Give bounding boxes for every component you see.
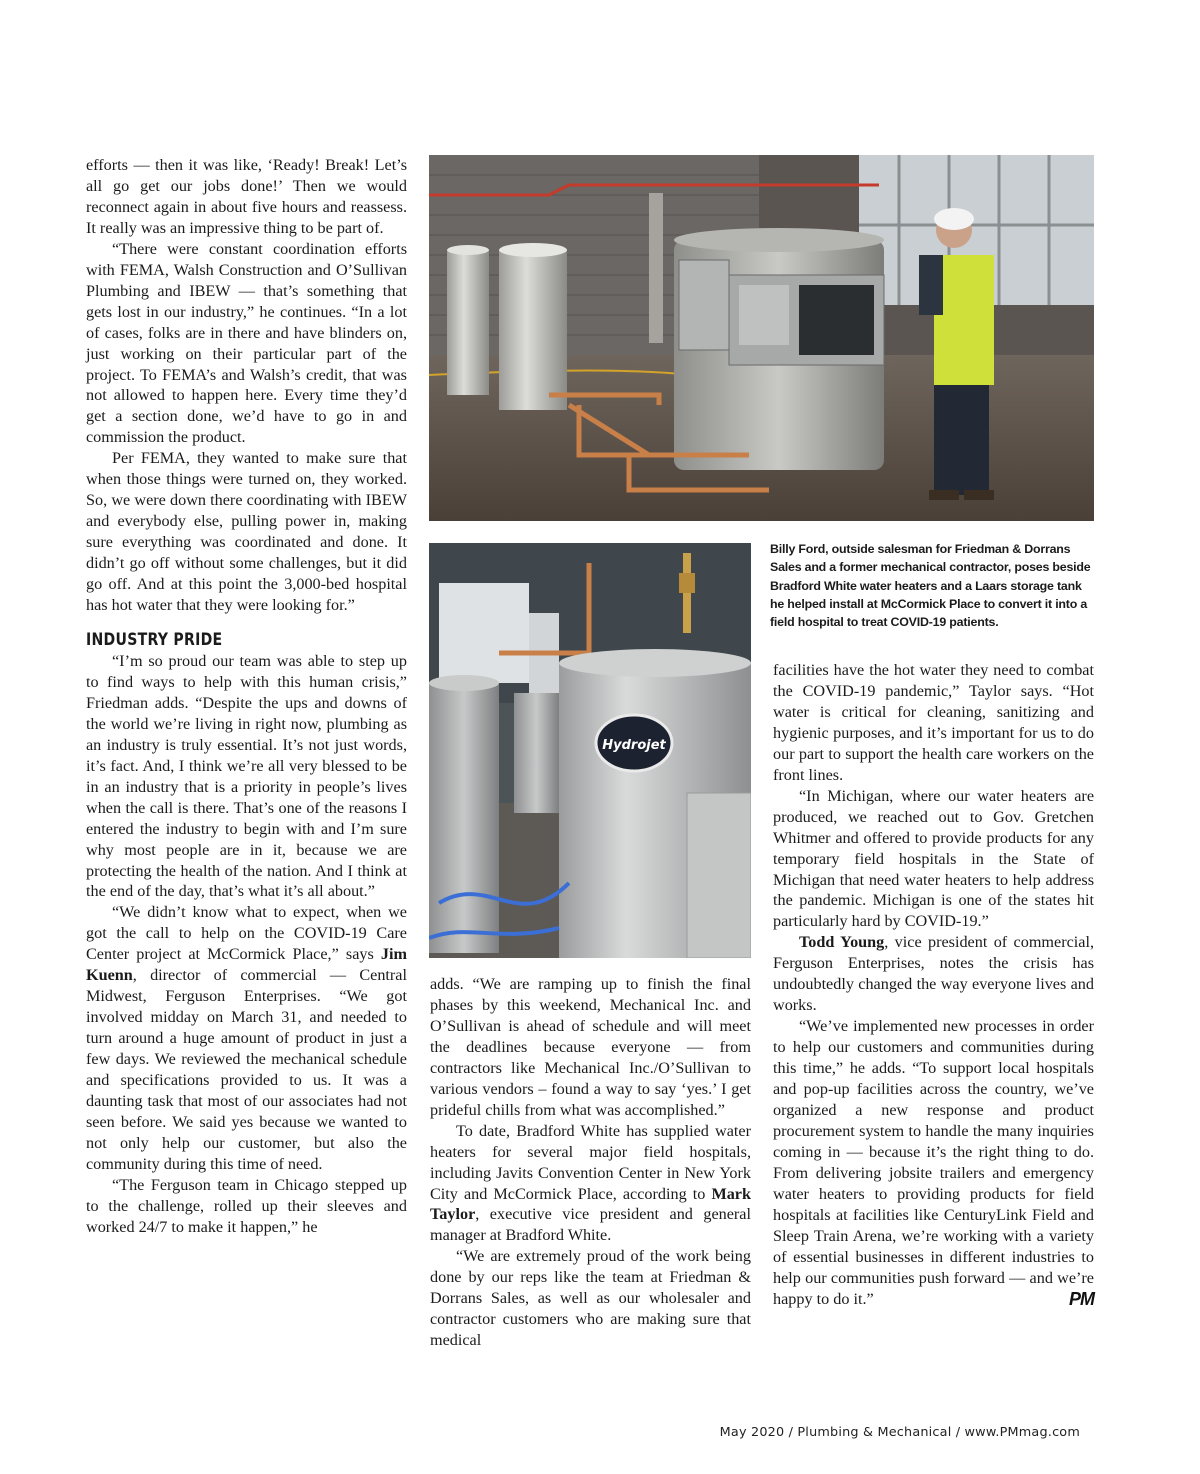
person-name: Todd Young — [799, 933, 885, 952]
paragraph: “We are extremely proud of the work being done by our reps like the team at Friedman & Dorrans Sales, as well as our wholesaler and contractor customers who are making sure that medical — [430, 1247, 751, 1350]
paragraph: “There were constant coordination efforts with FEMA, Walsh Construction and O’Sullivan Plumbing and IBEW — that’s something that gets lost in our industry,” he continues. “In a lot of cases, folks are in there and have blinders on, just working on their particular part of the project. To FEMA’s and Walsh’s credit, that was not allowed to happen here. Every time they’d get a section done, we’d have to go in and commission the product. — [86, 239, 407, 447]
paragraph — [86, 902, 407, 1174]
photo-caption: Billy Ford, outside salesman for Friedman & Dorrans Sales and a former mechanical contractor, poses beside Bradford White water heaters and a Laars storage tank he helped install at McCormick Place to convert it into a field hospital to treat COVID-19 patients. — [770, 542, 1091, 630]
photo-water-heaters-installation — [429, 155, 1094, 521]
paragraph: “I’m so proud our team was able to step up to find ways to help with this human crisis,” Friedman adds. “Despite the ups and downs of the world we’re living in right now, plumbing as an industry is truly essential. It’s not just words, it’s fact. And, I think we’re all very blessed to be in an industry that is a priority in people’s lives when the call is there. That’s one of the reasons I entered the industry to begin with and I’m sure why most people are in it, because we are protecting the health of the nation. And I think at the end of the day, that’s what it’s all about.” — [86, 651, 407, 901]
paragraph-text: “We’ve implemented new processes in order to help our customers and communities during this time,” he adds. “To support local hospitals and pop-up facilities across the country, we’ve organized a new response and product procurement system to handle the many inquiries coming in — because it’s the right thing to do. From delivering jobsite trailers and emergency water heaters to providing products for field hospitals at facilities like CenturyLink Field and Sleep Train Arena, we’re working with a variety of essential businesses in different industries to help our communities push forward — and we’re happy to do it.” — [773, 1017, 1094, 1308]
paragraph: Per FEMA, they wanted to make sure that when those things were turned on, they worked. So, we were down there coordinating with IBEW and everybody else, pulling power in, making sure everything was coordinated and done. It didn’t go off without some challenges, but it did go off. And at this point the 3,000-bed hospital has hot water that they were looking for.” — [86, 449, 407, 615]
paragraph — [773, 932, 1094, 1016]
section-subhead: INDUSTRY PRIDE — [86, 629, 223, 650]
hydrojet-badge-label: Hydrojet — [602, 738, 666, 753]
paragraph-text: , director of commercial — Central Midwest, Ferguson Enterprises. “We got involved midday on March 31, and needed to turn around a huge amount of product in just a few days. We reviewed the mechanical schedule and specifications provided to us. It was a daunting task that most of our associates had not seen before. We said yes because we wanted to not only help our customer, but also the community during this time of need. — [86, 966, 407, 1173]
article-column-1 — [86, 155, 407, 1238]
paragraph-text: “We didn’t know what to expect, when we got the call to help on the COVID-19 Care Center project at McCormick Place,” says — [86, 903, 407, 964]
paragraph — [773, 1016, 1094, 1309]
photo-hydrojet-tank — [429, 543, 751, 958]
article-column-2 — [430, 974, 751, 1351]
pm-end-mark: PM — [1069, 1288, 1094, 1309]
paragraph-text: , executive vice president and general manager at Bradford White. — [430, 1205, 751, 1245]
page-footer: May 2020 / Plumbing & Mechanical / www.PMmag.com — [719, 1425, 1080, 1440]
paragraph: efforts — then it was like, ‘Ready! Break! Let’s all go get our jobs done!’ Then we would reconnect again in about five hours and reassess. It really was an impressive thing to be part of. — [86, 156, 407, 237]
paragraph: facilities have the hot water they need to combat the COVID-19 pandemic,” Taylor says. “Hot water is critical for cleaning, sanitizing and hygienic purposes, and it’s important for us to do our part to support the health care workers on the front lines. — [773, 661, 1094, 784]
paragraph — [430, 1121, 751, 1247]
person-name: Jim Kuenn — [86, 945, 407, 985]
paragraph: adds. “We are ramping up to finish the final phases by this weekend, Mechanical Inc. and O’Sullivan is ahead of schedule and will meet the deadlines because everyone — from contractors like Mechanical Inc./O’Sullivan to various vendors – found a way to say ‘yes.’ I get prideful chills from what was accomplished.” — [430, 975, 751, 1119]
paragraph-text: To date, Bradford White has supplied water heaters for several major field hospitals, including Javits Convention Center in New York City and McCormick Place, according to — [430, 1121, 751, 1203]
person-name: Mark Taylor — [430, 1184, 751, 1224]
paragraph-text: , vice president of commercial, Ferguson Enterprises, notes the crisis has undoubtedly changed the way everyone lives and works. — [773, 933, 1094, 1015]
paragraph: “In Michigan, where our water heaters are produced, we reached out to Gov. Gretchen Whitmer and offered to provide products for any temporary field hospitals in the State of Michigan that need water heaters to help address the pandemic. Michigan is one of the states hit particularly hard by COVID-19.” — [773, 786, 1094, 931]
paragraph: “The Ferguson team in Chicago stepped up to the challenge, rolled up their sleeves and worked 24/7 to make it happen,” he — [86, 1175, 407, 1236]
article-column-3 — [773, 660, 1094, 1310]
